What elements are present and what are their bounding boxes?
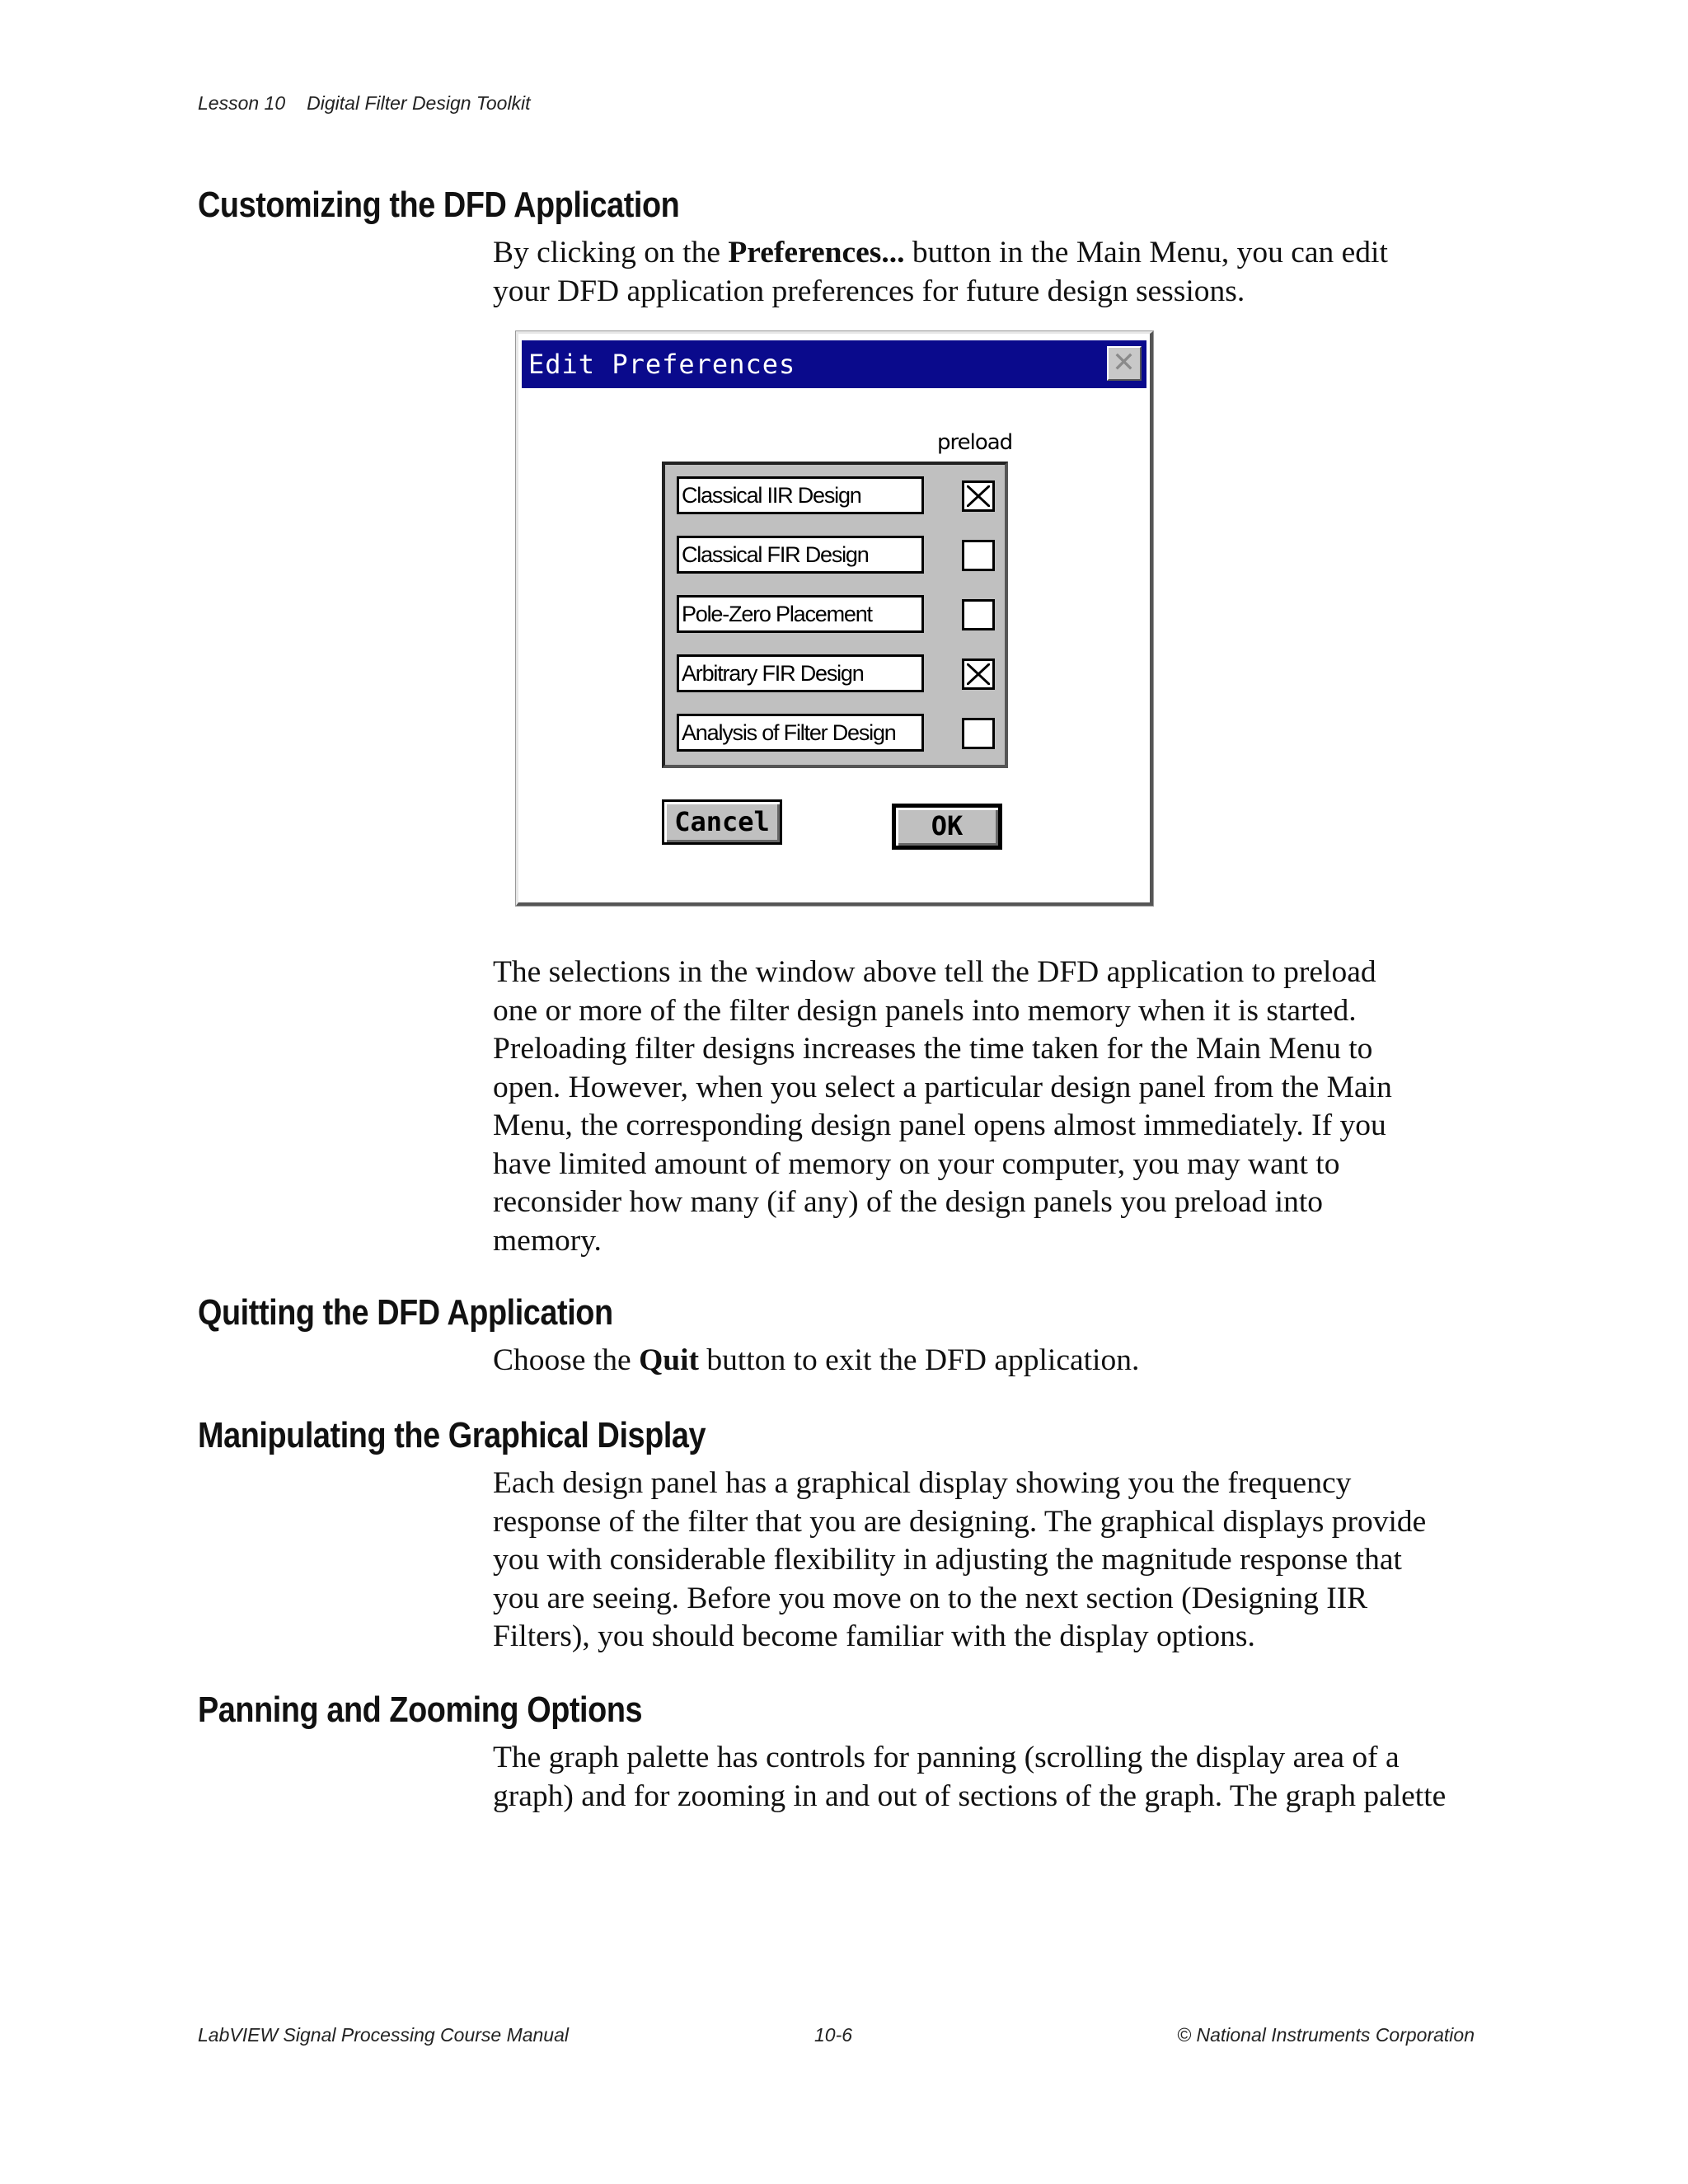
preferences-emphasis: Preferences... [728, 236, 905, 269]
panning-line: The graph palette has controls for panning (scrolling the display area of a [493, 1741, 1400, 1774]
paragraph-customizing-intro: By clicking on the Preferences... button in the Main Menu, you can edit your DFD application preferences for future design sessions. [493, 236, 1388, 308]
manipulating-line: you are seeing. Before you move on to the next section (Designing IIR [493, 1581, 1368, 1615]
preload-label: preload [937, 430, 1013, 455]
design-panel-name[interactable]: Pole-Zero Placement [677, 595, 924, 633]
design-panel-row [677, 536, 998, 574]
paragraph-panning [493, 1739, 1482, 1816]
heading-customizing: Customizing the DFD Application [198, 185, 680, 225]
preload-explanation-line: The selections in the window above tell the DFD application to preload [493, 955, 1376, 989]
preload-explanation-line: Menu, the corresponding design panel opens almost immediately. If you [493, 1108, 1386, 1142]
preload-checkbox[interactable] [962, 540, 995, 571]
footer-manual-title: LabVIEW Signal Processing Course Manual [198, 2024, 570, 2046]
design-panel-name[interactable]: Classical FIR Design [677, 536, 924, 574]
paragraph-manipulating [493, 1465, 1482, 1657]
manipulating-line: you with considerable flexibility in adjusting the magnitude response that [493, 1543, 1402, 1577]
quit-emphasis: Quit [639, 1343, 700, 1377]
panning-line: graph) and for zooming in and out of sections of the graph. The graph palette [493, 1779, 1447, 1813]
checkmark-x-icon [967, 663, 990, 685]
running-head-title: Digital Filter Design Toolkit [307, 92, 531, 114]
design-panel-list [662, 462, 1008, 768]
heading-quitting: Quitting the DFD Application [198, 1292, 613, 1333]
close-icon[interactable]: ✕ [1107, 346, 1142, 381]
design-panel-name[interactable]: Arbitrary FIR Design [677, 654, 924, 692]
running-head [198, 92, 531, 115]
preload-explanation-line: have limited amount of memory on your computer, you may want to [493, 1146, 1340, 1181]
manipulating-line: response of the filter that you are designing. The graphical displays provide [493, 1504, 1427, 1539]
preload-explanation-line: memory. [493, 1223, 602, 1258]
checkmark-x-icon [967, 485, 990, 507]
design-panel-name[interactable]: Classical IIR Design [677, 476, 924, 514]
preload-checkbox[interactable] [962, 718, 995, 749]
design-panel-row [677, 654, 998, 692]
design-panel-row [677, 714, 998, 752]
design-panel-name[interactable]: Analysis of Filter Design [677, 714, 924, 752]
preload-checkbox[interactable] [962, 599, 995, 630]
heading-manipulating: Manipulating the Graphical Display [198, 1415, 706, 1455]
edit-preferences-dialog [516, 331, 1153, 906]
dialog-title: Edit Preferences [528, 349, 796, 380]
ok-button[interactable]: OK [892, 804, 1002, 850]
paragraph-quitting: Choose the Quit button to exit the DFD application. [493, 1343, 1140, 1377]
cancel-button[interactable]: Cancel [662, 799, 782, 845]
footer-copyright: © National Instruments Corporation [1177, 2024, 1475, 2046]
preload-explanation-line: Preloading filter designs increases the time taken for the Main Menu to [493, 1032, 1373, 1066]
running-head-lesson: Lesson 10 [198, 92, 286, 114]
footer-page-number: 10-6 [814, 2024, 853, 2046]
paragraph-preload-explanation [493, 954, 1482, 1260]
design-panel-row [677, 595, 998, 633]
manipulating-line: Each design panel has a graphical display showing you the frequency [493, 1466, 1352, 1500]
preload-explanation-line: reconsider how many (if any) of the design panels you preload into [493, 1185, 1324, 1219]
preload-checkbox[interactable] [962, 658, 995, 690]
heading-panning: Panning and Zooming Options [198, 1690, 643, 1730]
manipulating-line: Filters), you should become familiar with the display options. [493, 1619, 1255, 1653]
preload-explanation-line: one or more of the filter design panels into memory when it is started. [493, 993, 1357, 1028]
dialog-titlebar [522, 340, 1146, 388]
preload-explanation-line: open. However, when you select a particular design panel from the Main [493, 1070, 1392, 1104]
preload-checkbox[interactable] [962, 480, 995, 512]
design-panel-row [677, 476, 998, 514]
